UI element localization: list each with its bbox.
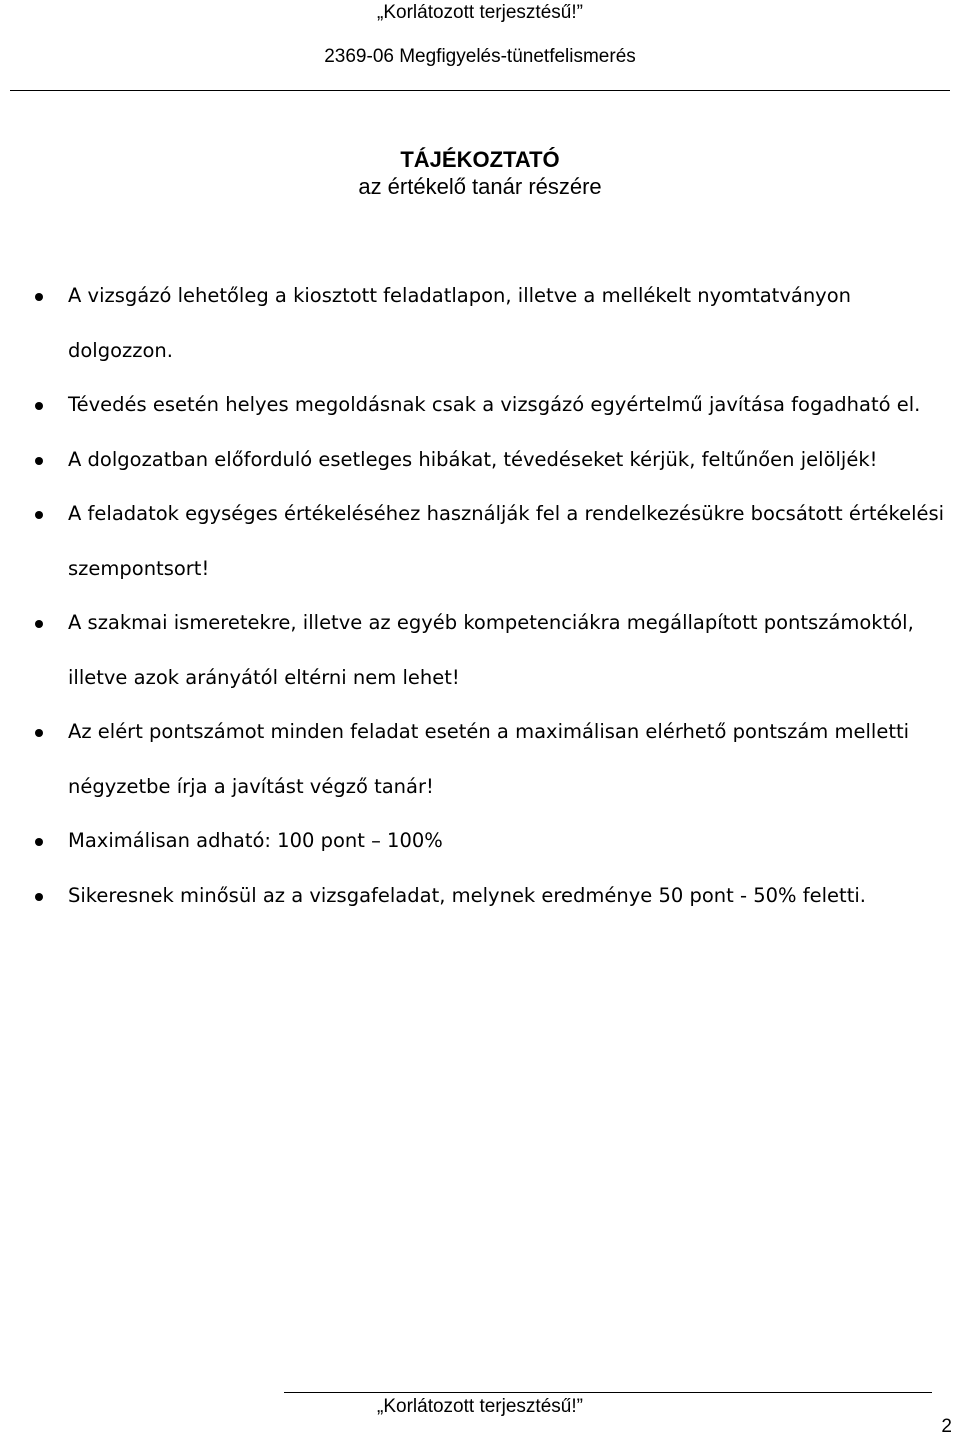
- footer-divider: [284, 1392, 932, 1393]
- list-item: [0, 869, 960, 924]
- bullet-icon: [35, 402, 43, 410]
- page-subtitle: az értékelő tanár részére: [358, 174, 602, 199]
- list-item-line: A feladatok egységes értékeléséhez használják fel a rendelkezésükre bocsátott értékelési: [68, 502, 945, 525]
- bullet-icon: [35, 511, 43, 519]
- header-module-title: 2369-06 Megfigyelés-tünetfelismerés: [324, 46, 636, 67]
- list-item-line: dolgozzon.: [68, 338, 173, 362]
- header-restriction-notice: „Korlátozott terjesztésű!”: [377, 2, 583, 23]
- list-item: [0, 596, 960, 705]
- page-number: 2: [941, 1416, 952, 1437]
- list-item-line: A vizsgázó lehetőleg a kiosztott feladatlapon, illetve a mellékelt nyomtatványon: [68, 284, 852, 307]
- header-divider: [10, 90, 950, 91]
- instruction-list: [0, 269, 960, 923]
- page-title: TÁJÉKOZTATÓ: [400, 147, 560, 172]
- bullet-icon: [35, 620, 43, 628]
- footer-restriction-notice: „Korlátozott terjesztésű!”: [377, 1396, 583, 1417]
- list-item: [0, 487, 960, 596]
- list-item-line: A dolgozatban előforduló esetleges hibákat, tévedéseket kérjük, feltűnően jelöljék!: [68, 447, 878, 471]
- list-item-line: négyzetbe írja a javítást végző tanár!: [68, 774, 434, 798]
- bullet-icon: [35, 838, 43, 846]
- list-item: [0, 378, 960, 433]
- list-item-line: Sikeresnek minősül az a vizsgafeladat, melynek eredménye 50 pont - 50% feletti.: [68, 883, 866, 907]
- list-item-line: Az elért pontszámot minden feladat esetén a maximálisan elérhető pontszám melletti: [68, 720, 910, 743]
- list-item-line: Tévedés esetén helyes megoldásnak csak a vizsgázó egyértelmű javítása fogadható el.: [68, 393, 921, 416]
- bullet-icon: [35, 457, 43, 465]
- title-block: [0, 146, 960, 200]
- list-item-line: A szakmai ismeretekre, illetve az egyéb kompetenciákra megállapított pontszámoktól,: [68, 611, 914, 634]
- list-item: [0, 269, 960, 378]
- bullet-icon: [35, 893, 43, 901]
- list-item-line: Maximálisan adható: 100 pont – 100%: [68, 829, 443, 852]
- bullet-icon: [35, 729, 43, 737]
- list-item-line: szempontsort!: [68, 556, 210, 580]
- bullet-icon: [35, 293, 43, 301]
- list-item-line: illetve azok arányától eltérni nem lehet!: [68, 665, 460, 689]
- list-item: [0, 705, 960, 814]
- list-item: [0, 814, 960, 869]
- list-item: [0, 433, 960, 488]
